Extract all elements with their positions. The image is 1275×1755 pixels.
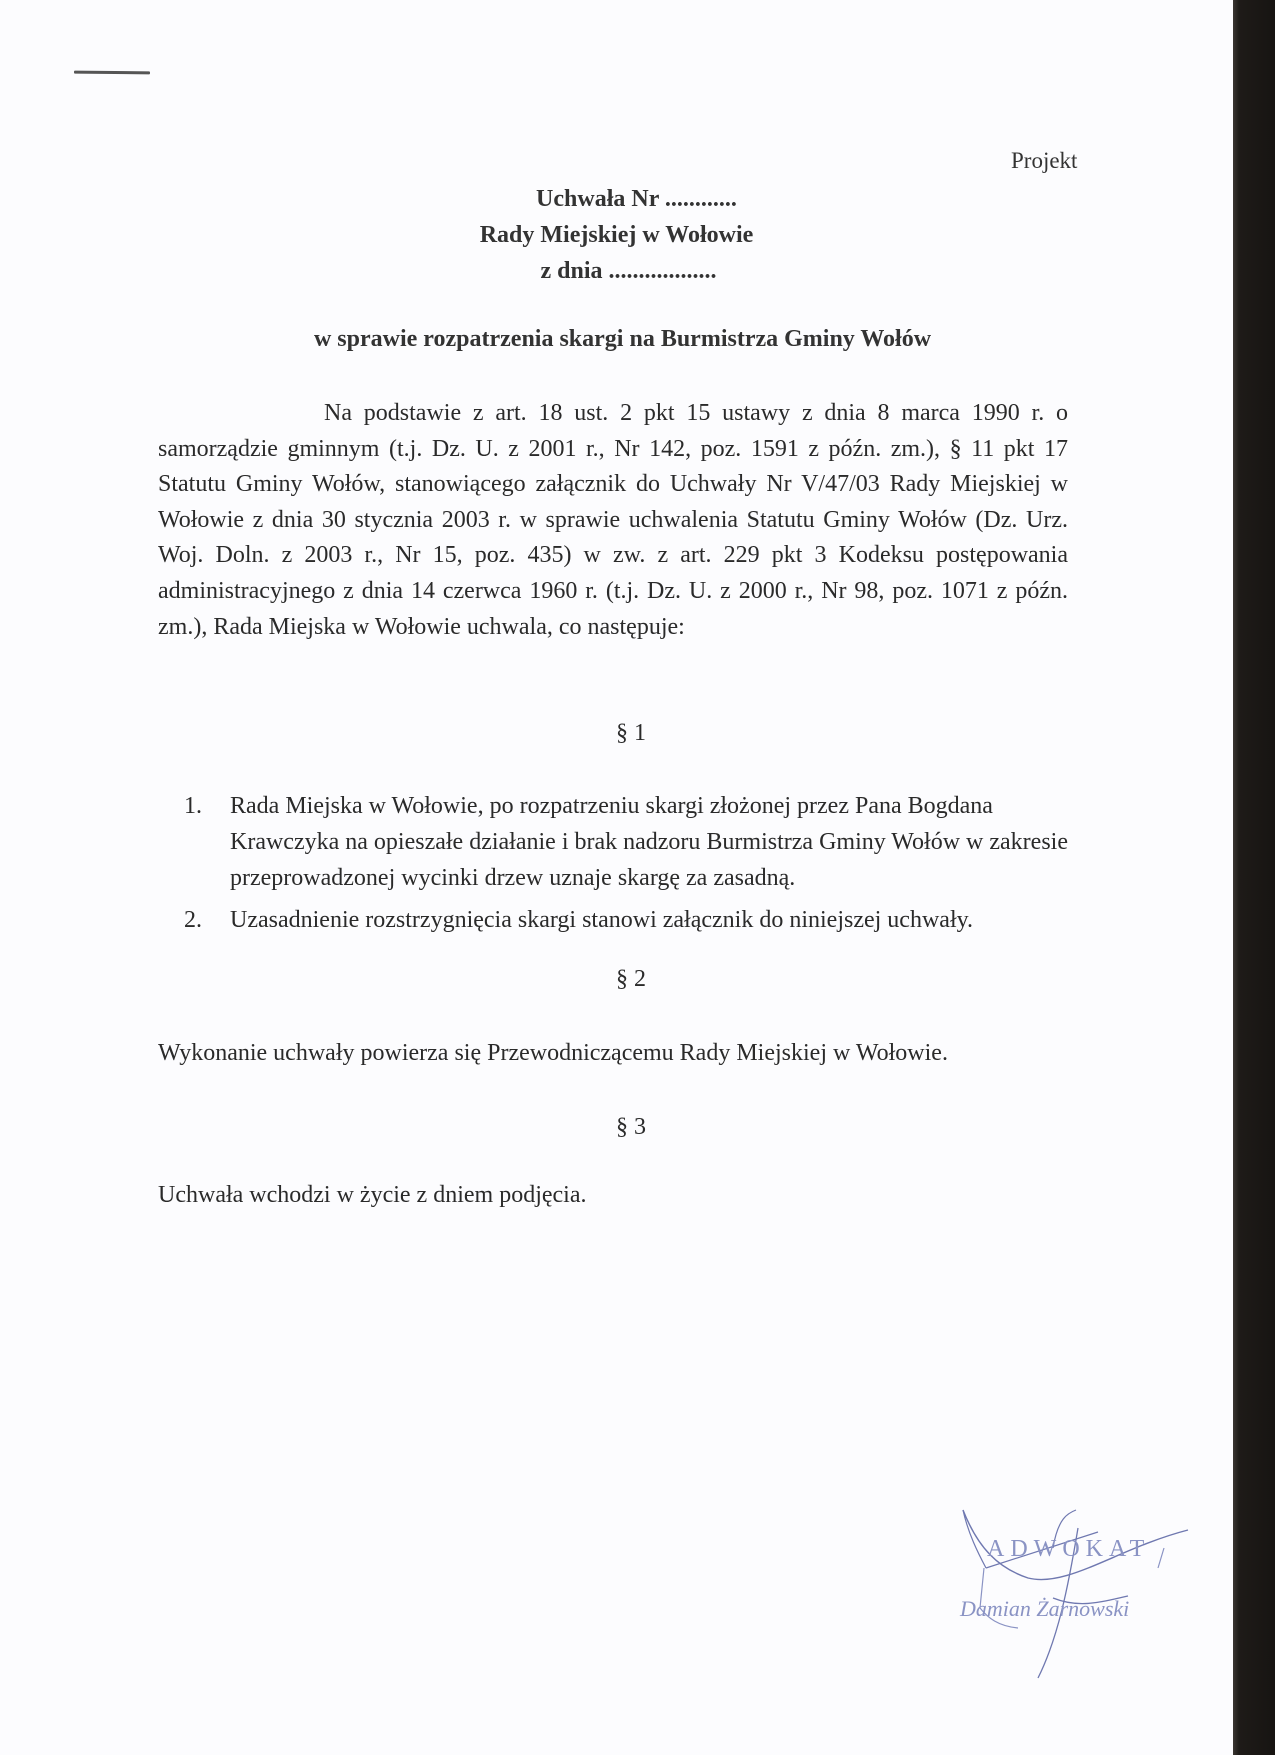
list-item-number: 1. xyxy=(184,793,202,819)
scanner-edge xyxy=(1233,0,1275,1755)
list-item-number: 2. xyxy=(184,907,202,933)
list-item xyxy=(184,788,1084,896)
resolution-subject: w sprawie rozpatrzenia skargi na Burmistrza Gminy Wołów xyxy=(313,326,932,352)
council-name: Rady Miejskiej w Wołowie xyxy=(479,222,754,248)
list-item-text: Uzasadnienie rozstrzygnięcia skargi stanowi załącznik do niniejszej uchwały. xyxy=(230,907,974,933)
section-1-list xyxy=(184,788,1084,938)
legal-basis-paragraph xyxy=(158,396,1068,645)
stamp-title: ADWOKAT xyxy=(987,1536,1151,1562)
section-2-text: Wykonanie uchwały powierza się Przewodniczącemu Rady Miejskiej w Wołowie. xyxy=(158,1040,948,1066)
section-3-text: Uchwała wchodzi w życie z dniem podjęcia. xyxy=(158,1182,587,1208)
resolution-date: z dnia .................. xyxy=(540,258,717,284)
draft-label: Projekt xyxy=(1011,148,1078,173)
resolution-title: Uchwała Nr ............ xyxy=(536,186,737,212)
list-item-text: Rada Miejska w Wołowie, po rozpatrzeniu skargi złożonej przez Pana Bogdana Krawczyka na opieszałe działanie i brak nadzoru Burmistrza Gminy Wołów w zakresie przeprowadzonej wycinki drzew uznaje skargę za zasadną. xyxy=(230,793,1068,891)
list-item xyxy=(184,902,1084,938)
section-3-mark: § 3 xyxy=(616,1114,646,1140)
section-2-mark: § 2 xyxy=(616,966,646,992)
stamp-name: Damian Żarnowski xyxy=(960,1596,1130,1621)
corner-mark xyxy=(74,71,150,75)
legal-basis-text: Na podstawie z art. 18 ust. 2 pkt 15 ustawy z dnia 8 marca 1990 r. o samorządzie gminnym (t.j. Dz. U. z 2001 r., Nr 142, poz. 1591 z późn. zm.), § 11 pkt 17 Statutu Gminy Wołów, stanowiącego załącznik do Uchwały Nr V/47/03 Rady Miejskiej w Wołowie z dnia 30 stycznia 2003 r. w sprawie uchwalenia Statutu Gminy Wołów (Dz. Urz. Woj. Doln. z 2003 r., Nr 15, poz. 435) w zw. z art. 229 pkt 3 Kodeksu postępowania administracyjnego z dnia 14 czerwca 1960 r. (t.j. Dz. U. z 2000 r., Nr 98, poz. 1071 z późn. zm.), Rada Miejska w Wołowie uchwala, co następuje: xyxy=(158,400,1068,640)
section-1-mark: § 1 xyxy=(616,720,646,746)
